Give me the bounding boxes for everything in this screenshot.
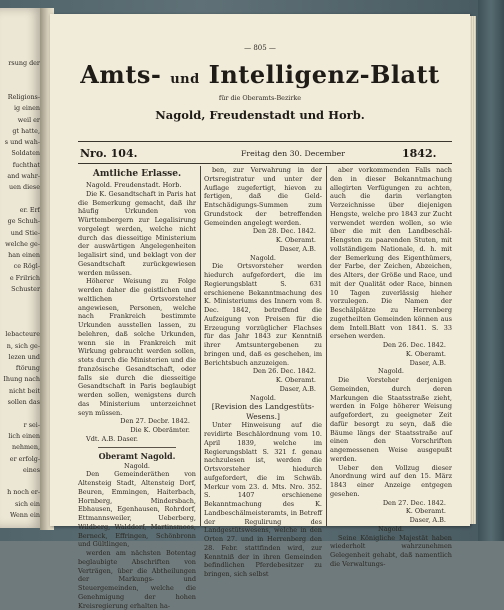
paragraph: Ueber den Vollzug dieser Anordnung wird auf den 15. März 1843 einer Anzeige entgegen gesehen. — [330, 463, 452, 498]
paragraph: werden am nächsten Botentag beglaubigte Abschriften von Verträgen, über die Abtheilungen der Markungs- und Steuergemeinden, welche die Genehmigung der hohen Kreisregierung erhalten ha- — [78, 549, 196, 610]
left-page-line: h noch er- — [7, 488, 40, 497]
left-page-line: lezen und — [8, 352, 40, 361]
paragraph: Nagold. Freudenstadt. Horb. — [86, 181, 182, 189]
title-right: Intelligenz-Blatt — [208, 60, 440, 89]
masthead-region: Nagold, Freudenstadt und Horb. — [155, 108, 365, 122]
left-page-line: Soldaten — [11, 149, 40, 158]
signature-line: Daser, A.B. — [279, 384, 316, 393]
paragraph: ben, zur Verwahrung in der Ortsregistratur und unter der Auflage zugefertigt, hievon zu fertigen, daß die Geld-Entschädigungs-Summen zum Grundstock der betreffenden Gemeinden angelegt werden. — [204, 166, 322, 227]
signature-line: K. Oberamt. — [405, 349, 446, 358]
paragraph: Seine Königliche Majestät haben wiederholt wahrzunehmen Gelegenheit gehabt, daß namentlich die Verwaltungs- — [330, 533, 452, 568]
paragraph: Höherer Weisung zu Folge werden daher die geistlichen und weltlichen Ortsvorsteher angewiesen, Personen, welche nach Frankreich bestimmte Urkunden ausstellen lassen, zu belehren, daß solche Urkunden, wenn sie in Frankreich mit Wirkung gebraucht werden sollen, stets durch die Ministerien und die französische Gesandtschaft, oder falls sie durch die diesseitige Gesandtschaft in Paris beglaubigt werden sollen, wenigstens durch das Ministerium unterzeichnet seyn müssen. — [78, 277, 196, 417]
signature-line: K. Oberamt. — [275, 376, 316, 384]
left-page-line: er. Erf — [19, 205, 40, 214]
left-page-line: and wahr- — [7, 172, 40, 180]
page-number: — 805 — — [244, 44, 276, 52]
left-page-line: han einen — [8, 251, 40, 260]
paragraph: aber vorkommenden Falls nach den in dieser Bekanntmachung allegirten Verfügungen zu achten, auch die darin verlangten Verzeichnisse über diejenigen Hengste, welche pro 1843 zur Zucht verwendet werden wollen, so wie über die mit den Landbeschäl-Hengsten zu paarenden Stuten, mit vollständigem Nationale, d. h. mit der Bemerkung des Eigenthümers, der Farbe, der Zeichen, Abzeichen, des Alters, der Größe und Race, und mit der Qualität oder Race, binnen 10 Tagen zuverlässig hieher vorzulegen. Die Namen der Beschälplätze zu Herrenberg zugetheilten Gemeinden können aus dem Intell.Blatt von 1841. S. 33 ersehen werden. — [330, 166, 452, 341]
signature-line: Den 27. Dec. 1842. — [382, 498, 446, 507]
left-page-line: s und wah- — [4, 138, 40, 147]
place-heading: Nagold. — [378, 367, 404, 376]
left-page-line: Religions- — [7, 92, 40, 101]
section-heading: Amtliche Erlasse. — [92, 169, 182, 179]
signature-line: K. Oberamt. — [405, 507, 446, 516]
issue-date: Freitag den 30. December — [240, 149, 346, 158]
header-bottom-rule — [78, 163, 452, 164]
left-page-line: Schuster — [11, 285, 40, 293]
place-heading: Nagold. — [378, 524, 404, 533]
left-page-line: rsung der — [8, 59, 40, 67]
bracketed-heading: [Revision des Landgestüts-Wesens.] — [211, 402, 315, 421]
signature-line: Den 28. Dec. 1842. — [252, 227, 316, 236]
title-und: und — [170, 72, 200, 87]
left-page-line: ge Schuh- — [7, 217, 40, 226]
book-binding — [478, 0, 504, 541]
paragraph: Den Gemeinderäthen von Altensteig Stadt, Altensteig Dorf, Beuren, Emmingen, Haiterbach, Hornberg, Mindersbach, Ebhausen, Egenhausen, Rohrdorf, Ettmannsweiler, Ueberberg, Wildberg, Walddorf, Martinsmoos, Berneck, Effringen, Schönbronn und Gültlingen, — [78, 470, 196, 549]
column-divider-1 — [200, 166, 201, 526]
left-page-line: welche ge- — [5, 239, 40, 248]
paragraph: Die Ortsvorsteher werden hiedurch aufgefordert, die im Regierungsblatt S. 631 erschienene Bekanntmachung des K. Ministeriums des Innern vom 8. Dec. 1842, betreffend die Aufzeigung von Preisen für die Erzeugung vorzüglicher Flachses für das Jahr 1843 zur Kenntniß ihrer Amtsuntergebenen zu bringen und, daß es geschehen, im Berichtsbuch anzuzeigen. — [204, 262, 322, 367]
paragraph: Vdt. A.B. Daser. — [86, 434, 138, 443]
left-page-line: gt hatte, — [12, 126, 40, 135]
masthead-subtitle: für die Oberamts-Bezirke — [218, 94, 302, 102]
left-page-line: weil er — [17, 115, 40, 124]
left-page-line: eines — [22, 465, 40, 474]
signature-line: Den 26. Dec. 1842. — [252, 367, 316, 376]
left-page-line: Ihung nach — [3, 375, 40, 384]
place-heading: Nagold. — [124, 461, 150, 470]
left-page-line: fuchthat — [12, 160, 40, 169]
left-page-line: lebacteure — [5, 330, 40, 339]
newspaper-page — [50, 14, 470, 610]
signature-line: Daser, A.B. — [409, 358, 446, 367]
signature-line: Den 26. Dec. 1842. — [382, 341, 446, 349]
left-page-line: nicht beit — [9, 386, 40, 395]
left-page-line: nehmen, — [11, 443, 40, 452]
subsection-heading: Oberamt Nagold. — [98, 450, 176, 461]
signature-line: Daser, A.B. — [409, 516, 446, 524]
column-separator — [98, 447, 176, 448]
left-page-line: er erfolg- — [9, 454, 40, 463]
paragraph: Die K. Gesandtschaft in Paris hat die Bemerkung gemacht, daß ihr häufig Urkunden von Württembergern zur Legalisirung vorgelegt werden, welche nicht durch das diesseitige Ministerium der auswärtigen Angelegenheiten legalisirt sind, und beklagt von der Gesandtschaft zurückgewiesen werden müssen. — [78, 189, 196, 277]
left-page-line: r sei- — [23, 420, 40, 429]
paragraph: Unter Hinweisung auf die revidirte Beschälordnung vom 10. April 1839, welche im Regierungsblatt S. 321 f. genau nachzulesen ist, werden die Ortsvorsteher hiedurch aufgefordert, die im Schwäb. Merkur vom 23. d. Mts. Nro. 352. S. 1407 erschienene Bekanntmachung des K. Landbeschälmeisteramts, in Betreff der Regulirung des Landgestütswesens, welche in den Orten 27. und in Herrenberg den 28. Febr. stattfinden wird, zur Kenntniß der in ihren Gemeinden befindlichen Pferdebesitzer zu bringen, sich selbst — [204, 421, 322, 578]
signature-line: K. Oberamt. — [275, 236, 316, 244]
left-page-line: n, sich ge- — [6, 341, 40, 350]
left-page-line: Wenn ein — [9, 511, 40, 519]
title-left: Amts- — [80, 60, 162, 89]
place-heading: Nagold. — [250, 393, 276, 402]
issue-number: Nro. 104. — [80, 147, 138, 160]
left-page-line: ig einen — [13, 104, 40, 113]
page-edge — [470, 16, 476, 524]
left-page-fragment — [0, 8, 44, 528]
left-page-line: sollen das — [7, 398, 40, 406]
place-heading: Nagold. — [250, 253, 276, 262]
left-page-line: sich ein — [15, 499, 40, 508]
column-2 — [204, 166, 322, 578]
column-1 — [78, 166, 196, 610]
signature-line: Daser, A.B. — [279, 244, 316, 253]
left-page-line: e Frilrich — [9, 273, 40, 282]
issue-year: 1842. — [402, 147, 437, 160]
top-rule — [78, 141, 452, 142]
left-page-line: ftörung — [15, 364, 40, 373]
masthead-title — [50, 60, 470, 89]
signature-line: Den 27. Decbr. 1842. — [120, 417, 190, 426]
left-page-line: und Stie- — [10, 228, 40, 237]
left-page-line: uen diese — [8, 183, 40, 192]
column-3 — [330, 166, 452, 568]
signature-line: Die K. Oberämter. — [130, 426, 190, 434]
column-divider-2 — [326, 166, 327, 526]
left-page-line: ce Rögl- — [13, 262, 40, 271]
paragraph: Die Vorsteher derjenigen Gemeinden, durch deren Markungen die Staatsstraße zieht, werden in Folge höherer Weisung aufgefordert, zu geeigneter Zeit dafür besorgt zu seyn, daß die Bäume längs der Staatsstraße auf einen den Vorschriften angemessenen Weise ausgepußt werden. — [330, 376, 452, 463]
left-page-line: lich einen — [8, 431, 40, 440]
